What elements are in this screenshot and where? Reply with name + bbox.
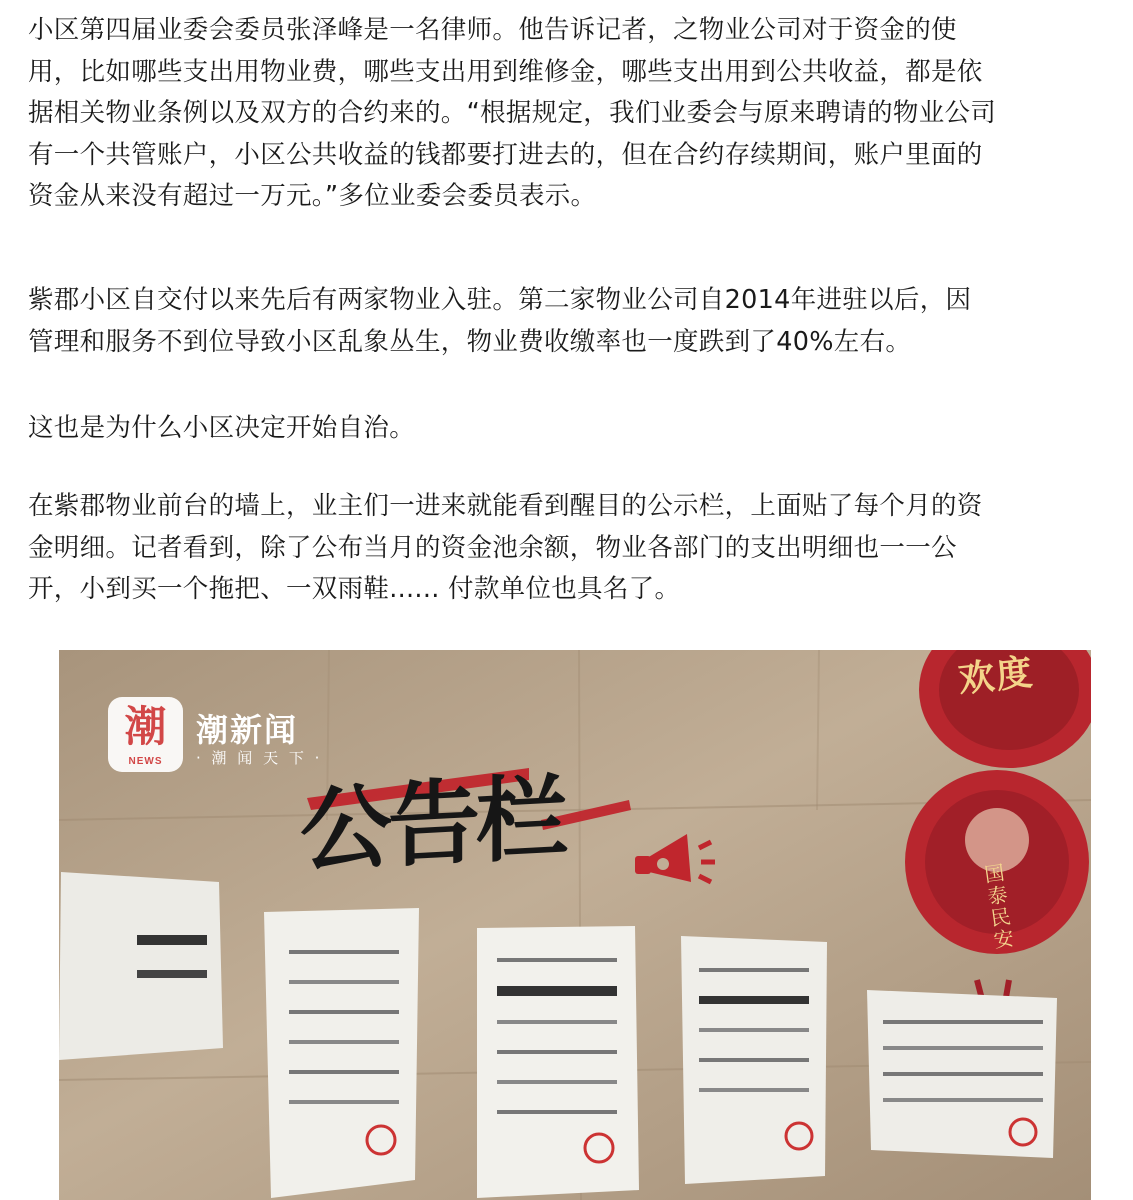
notice-sheet-5 [867,990,1057,1158]
paragraph-line: 有一个共管账户，小区公共收益的钱都要打进去的，但在合约存续期间，账户里面的 [28,139,983,170]
notice-sheet-4 [681,936,827,1184]
paragraph-line: 资金从来没有超过一万元。”多位业委会委员表示。 [28,181,597,211]
tassel-text: 国泰民安 [982,860,1016,953]
paragraph-3 [28,408,415,450]
paragraph-line: 金明细。记者看到，除了公布当月的资金池余额，物业各部门的支出明细也一一公 [28,532,957,563]
news-logo-sub: NEWS [128,756,163,767]
paragraph-2 [28,280,971,363]
brand-watermark: 潮新闻 [196,711,299,749]
paragraph-line: 紫郡小区自交付以来先后有两家物业入驻。第二家物业公司自2014年进驻以后，因 [28,285,972,315]
paragraph-1 [28,10,996,218]
paragraph-line: 用，比如哪些支出用物业费，哪些支出用到维修金，哪些支出用到公共收益，都是依 [28,56,983,87]
paragraph-line: 管理和服务不到位导致小区乱象丛生，物业费收缴率也一度跌到了40%左右。 [28,326,912,357]
paragraph-line: 在紫郡物业前台的墙上，业主们一进来就能看到醒目的公示栏，上面贴了每个月的资 [28,491,983,521]
notice-board-title: 公告栏 [300,764,565,885]
notice-sheet-1 [59,872,223,1060]
fan-text: 欢度 [956,651,1037,701]
news-logo-char: 潮 [124,702,167,751]
paragraph-line: 开，小到买一个拖把、一双雨鞋...... 付款单位也具名了。 [28,574,681,604]
notice-sheet-3 [477,926,639,1198]
paragraph-line: 这也是为什么小区决定开始自治。 [28,413,416,443]
brand-slogan: · 潮 闻 天 下 · [196,749,323,767]
paragraph-line: 据相关物业条例以及双方的合约来的。“根据规定，我们业委会与原来聘请的物业公司 [28,98,997,128]
paragraph-line: 小区第四届业委会委员张泽峰是一名律师。他告诉记者，之物业公司对于资金的使 [28,15,957,45]
notice-sheet-2 [264,908,419,1198]
paragraph-4 [28,486,983,611]
